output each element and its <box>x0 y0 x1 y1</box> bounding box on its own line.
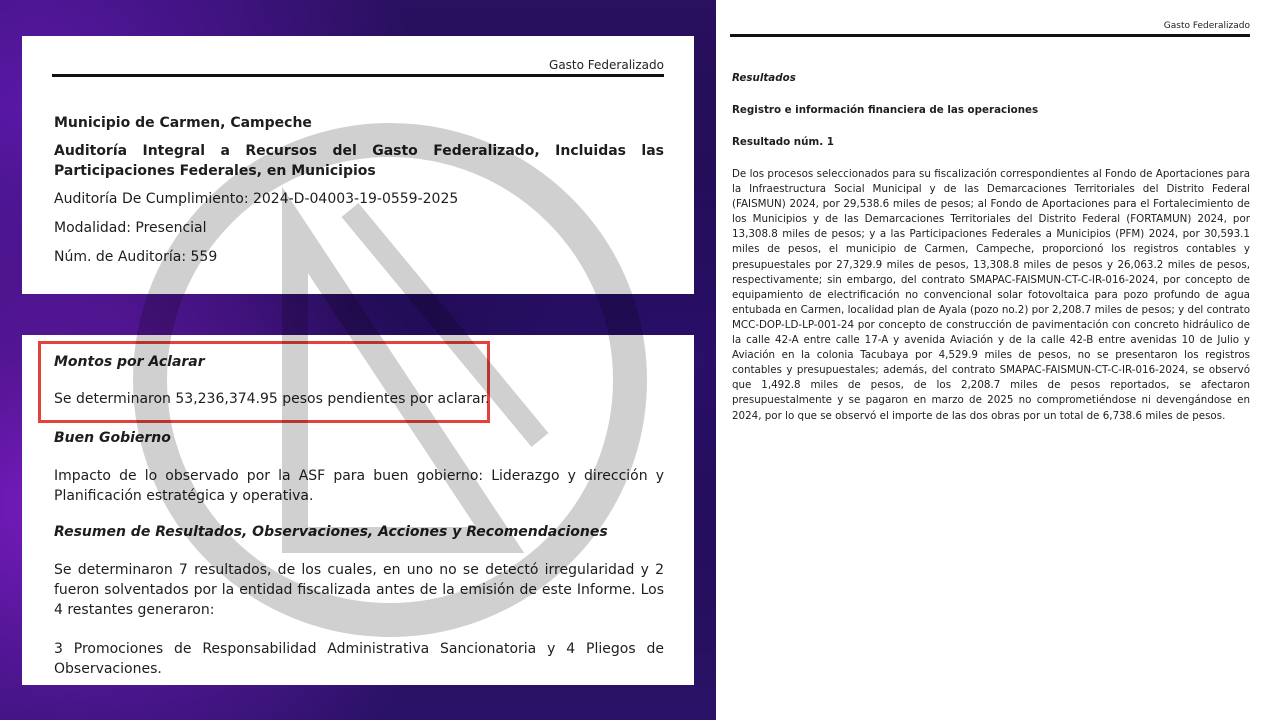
results-heading: Resultados <box>732 72 796 84</box>
audit-title: Auditoría Integral a Recursos del Gasto Federalizado, Incluidas las Participaciones Federales, en Municipios <box>54 143 664 179</box>
summary-text: Se determinaron 7 resultados, de los cuales, en uno no se detectó irregularidad y 2 fueron solventados por la entidad fiscalizada antes de la emisión de este Informe. Los 4 restantes generaron: <box>54 562 664 618</box>
result-number: Resultado núm. 1 <box>732 136 834 148</box>
actions-text: 3 Promociones de Responsabilidad Administrativa Sancionatoria y 4 Pliegos de Observaciones. <box>54 641 664 677</box>
entity-name: Municipio de Carmen, Campeche <box>54 115 312 131</box>
amounts-heading: Montos por Aclarar <box>54 354 205 370</box>
section-heading: Registro e información financiera de las operaciones <box>732 104 1039 116</box>
good-gov-heading: Buen Gobierno <box>54 430 171 446</box>
page-header-label: Gasto Federalizado <box>1163 21 1250 31</box>
header-label: Gasto Federalizado <box>549 58 664 72</box>
good-gov-text: Impacto de lo observado por la ASF para buen gobierno: Liderazgo y dirección y Planificación estratégica y operativa. <box>54 468 664 504</box>
summary-heading: Resumen de Resultados, Observaciones, Acciones y Recomendaciones <box>54 524 608 540</box>
page-header-rule <box>730 34 1250 37</box>
result-body: De los procesos seleccionados para su fiscalización correspondientes al Fondo de Aportaciones para la Infraestructura Social Municipal y de las Demarcaciones Territoriales del Distrito Federal (FAISMUN) 2024, por 29,538.6 miles de pesos; al Fondo de Aportaciones para el Fortalecimiento de los Municipios y de las Demarcaciones Territoriales del Distrito Federal (FORTAMUN) 2024, por 13,308.8 miles de pesos; y a las Participaciones Federales a Municipios (PFM) 2024, por 30,593.1 miles de pesos, el municipio de Carmen, Campeche, proporcionó los registros contables y presupuestales por 27,329.9 miles de pesos, 13,308.8 miles de pesos y 26,063.2 miles de pesos, respectivamente; sin embargo, del contrato SMAPAC-FAISMUN-CT-C-IR-016-2024, por concepto de equipamiento de electrificación no convencional solar fotovoltaica para pozo profundo de agua entubada en Carmen, localidad plan de Ayala (pozo no.2) por 2,208.7 miles de pesos; y del contrato MCC-DOP-LD-LP-001-24 por concepto de construcción de pavimentación con concreto hidráulico de la calle 42-A entre calle 17-A y avenida Aviación y de la calle 42-B entre avenidas 10 de Julio y Aviación en la colonia Tacubaya por 4,529.9 miles de pesos, no se presentaron los registros contables y presupuestales; además, del contrato SMAPAC-FAISMUN-CT-C-IR-016-2024, se observó que 1,492.8 miles de pesos, de los 2,208.7 miles de pesos reportados, se afectaron presupuestalmente y se pagaron en marzo de 2025 no comprometiéndose ni devengándose en 2024, por lo que se observó el importe de las dos obras por un total de 6,738.6 miles de pesos. <box>732 168 1250 422</box>
audit-summary-card <box>22 335 694 685</box>
audit-number: Núm. de Auditoría: 559 <box>54 249 218 265</box>
header-rule <box>52 74 664 77</box>
document-page <box>716 0 1280 720</box>
audit-modality: Modalidad: Presencial <box>54 220 207 236</box>
audit-header-card <box>22 36 694 294</box>
audit-type: Auditoría De Cumplimiento: 2024-D-04003-19-0559-2025 <box>54 191 459 207</box>
amounts-text: Se determinaron 53,236,374.95 pesos pendientes por aclarar. <box>54 391 490 407</box>
